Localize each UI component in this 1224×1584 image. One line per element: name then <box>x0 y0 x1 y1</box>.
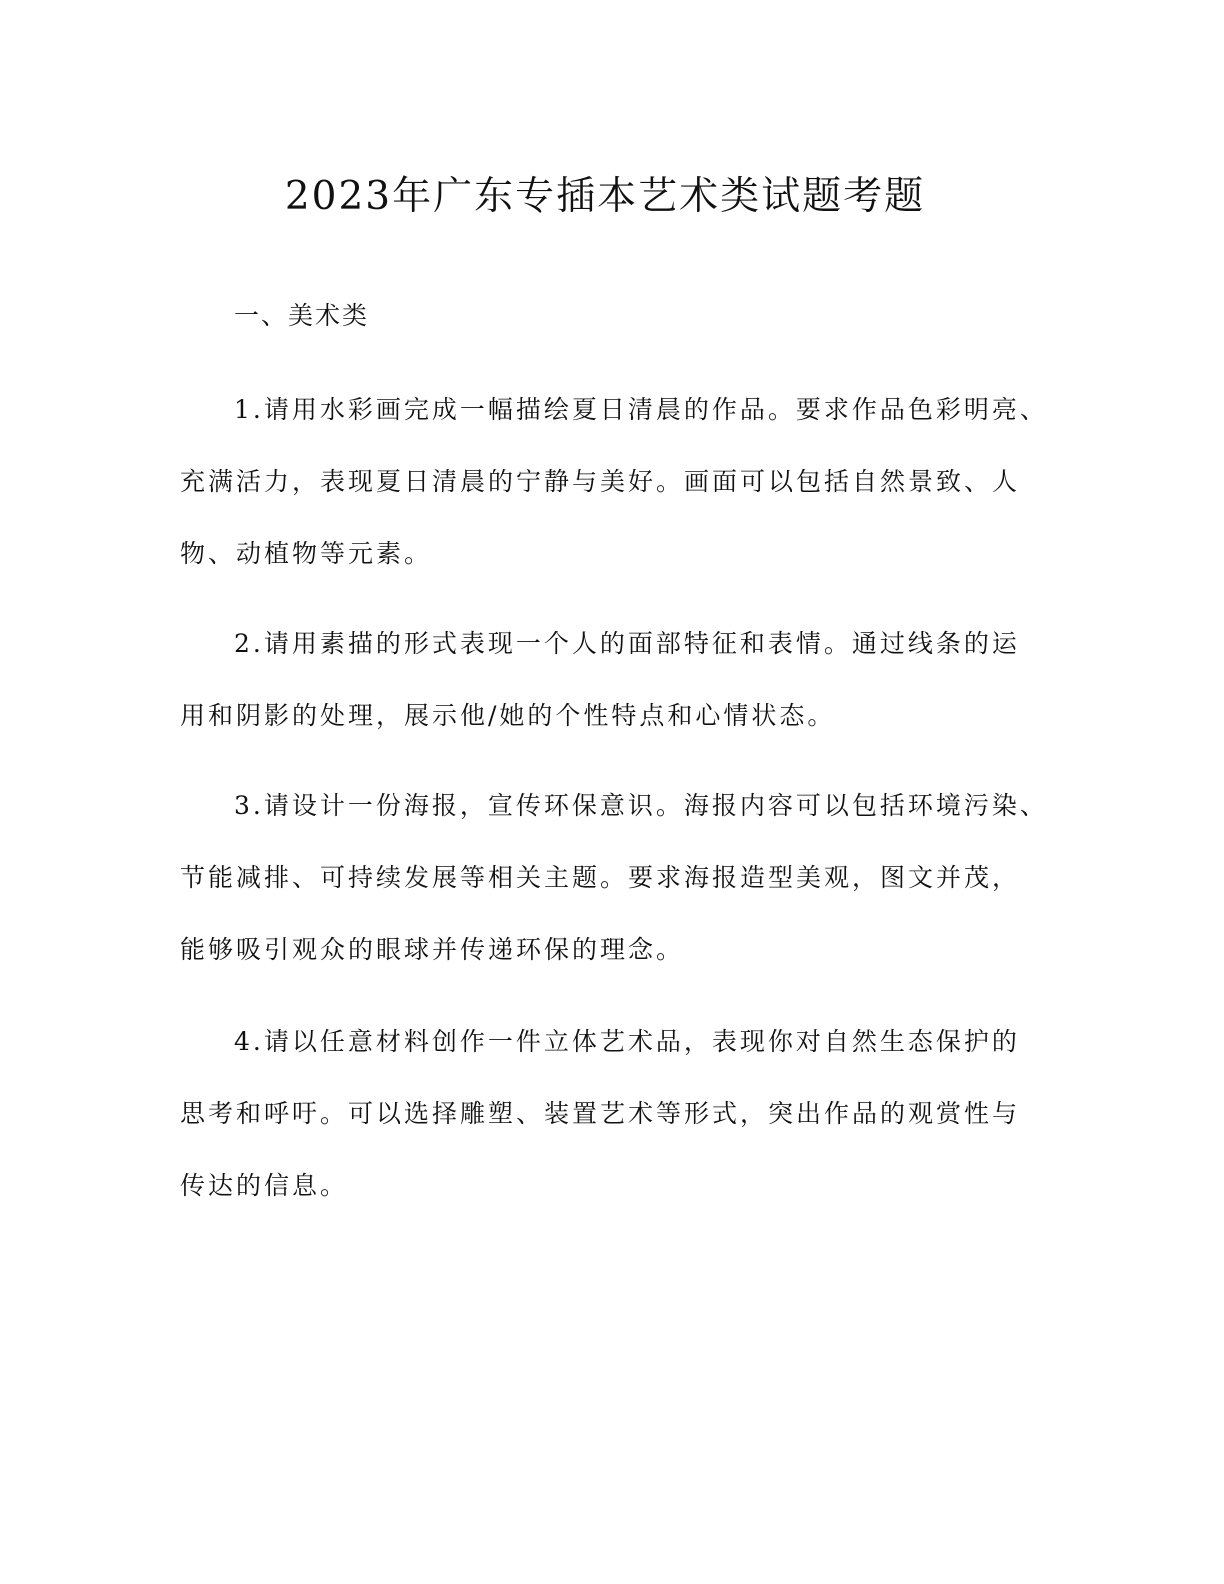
question-4-line-1: 4.请以任意材料创作一件立体艺术品，表现你对自然生态保护的 <box>234 1027 1020 1056</box>
question-3-line-3: 能够吸引观众的眼球并传递环保的理念。 <box>180 935 685 964</box>
document-title: 2023年广东专插本艺术类试题考题 <box>284 174 926 219</box>
question-2-line-1: 2.请用素描的形式表现一个人的面部特征和表情。通过线条的运 <box>234 629 1020 658</box>
question-2-line-2: 用和阴影的处理，展示他/她的个性特点和心情状态。 <box>180 701 836 730</box>
section-heading: 一、美术类 <box>234 301 370 330</box>
question-1-line-3: 物、动植物等元素。 <box>180 539 433 568</box>
question-1-line-2: 充满活力，表现夏日清晨的宁静与美好。画面可以包括自然景致、人 <box>180 467 1021 496</box>
question-4-line-2: 思考和呼吁。可以选择雕塑、装置艺术等形式，突出作品的观赏性与 <box>180 1099 1021 1128</box>
question-3-line-2: 节能减排、可持续发展等相关主题。要求海报造型美观，图文并茂， <box>180 863 1021 892</box>
question-1-line-1: 1.请用水彩画完成一幅描绘夏日清晨的作品。要求作品色彩明亮、 <box>234 395 1048 424</box>
question-4-line-3: 传达的信息。 <box>180 1171 349 1200</box>
question-3-line-1: 3.请设计一份海报，宣传环保意识。海报内容可以包括环境污染、 <box>234 791 1048 820</box>
